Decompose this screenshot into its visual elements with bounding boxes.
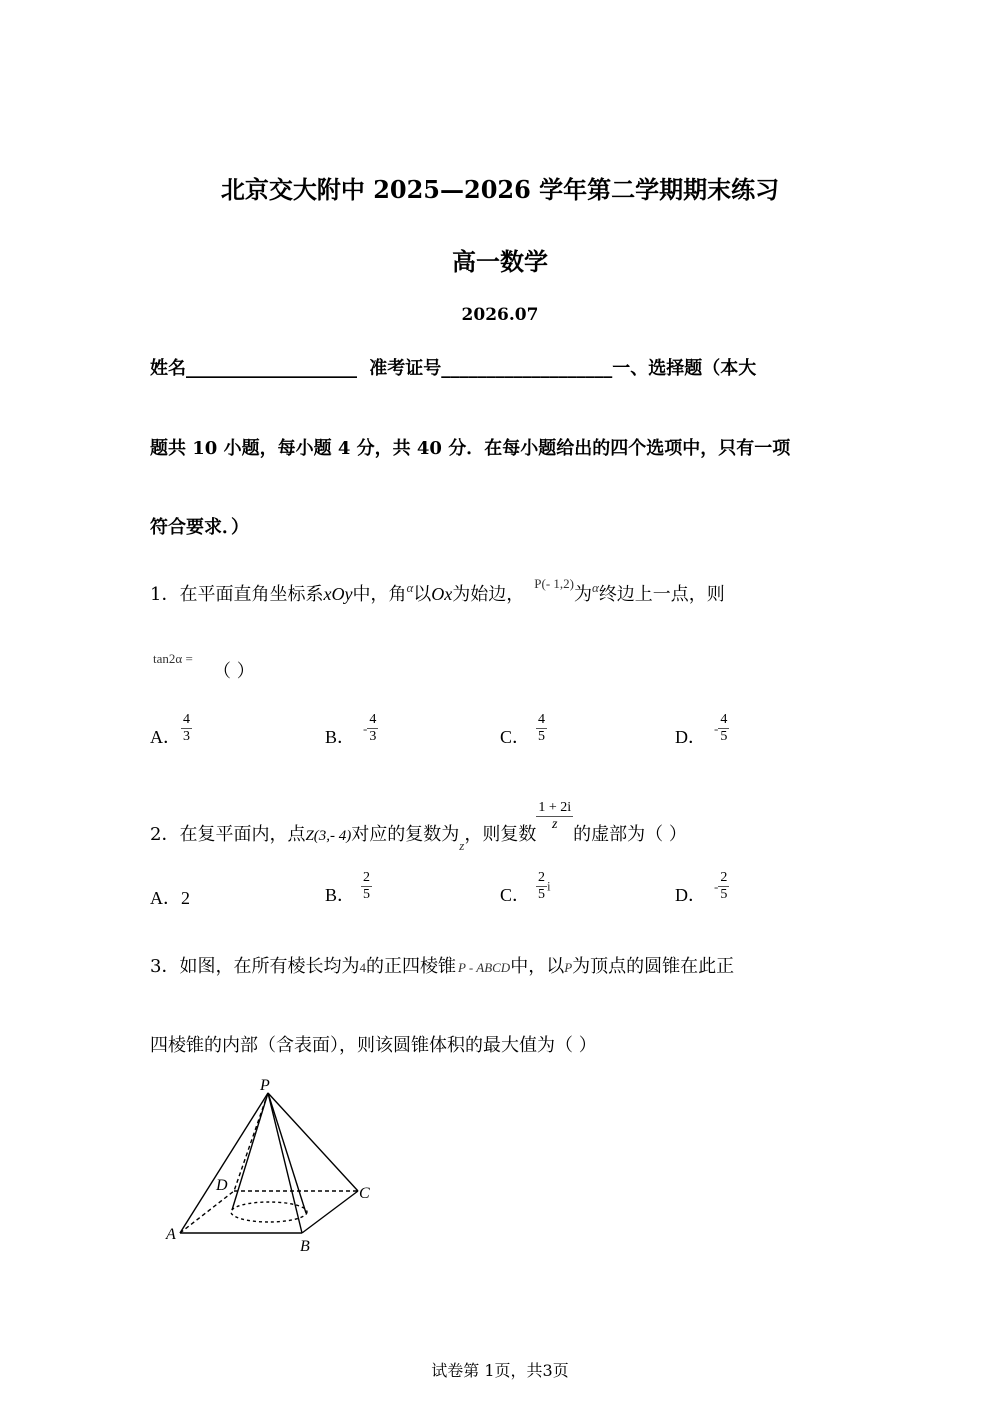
section1-line3: 符合要求．） bbox=[150, 517, 249, 538]
q2-option-d[interactable]: D． - $\frac{2}{5}$ bbox=[675, 870, 728, 905]
q2-text-2: 对应的复数为 bbox=[351, 823, 460, 845]
label-B: B bbox=[300, 1238, 310, 1255]
q1-text-6: 终边上一点，则 bbox=[598, 584, 725, 605]
q2-point: Z(3,- 4) bbox=[305, 827, 352, 844]
q3-P: P bbox=[564, 960, 573, 975]
exam-date: 2026.07 bbox=[461, 305, 539, 325]
q1-stem bbox=[150, 576, 725, 606]
q1-expression bbox=[153, 648, 193, 667]
q3-number: 3． bbox=[150, 956, 180, 977]
q2-number: 2． bbox=[150, 823, 180, 845]
q3-four: 4 bbox=[359, 960, 366, 975]
q1-option-a[interactable]: A． $\frac{4}{3}$ bbox=[150, 712, 190, 747]
q1-number: 1． bbox=[150, 584, 180, 605]
q2-option-c[interactable]: C． $\frac{2}{5}$ i bbox=[500, 870, 551, 905]
page-footer: 试卷第 1页，共3页 bbox=[431, 1361, 569, 1380]
q1-text-2: 中，角 bbox=[352, 584, 407, 605]
exam-title: 北京交大附中 2025—2026 学年第二学期期末练习 bbox=[220, 175, 780, 204]
q1-alpha-2: α bbox=[591, 580, 599, 595]
q1-option-d-frac: $\frac{4}{5}$ bbox=[720, 712, 728, 744]
q2-option-b[interactable]: B． $\frac{2}{5}$ bbox=[325, 870, 371, 905]
id-label: 准考证号 bbox=[369, 358, 442, 379]
q2-fraction: $\frac{1 + 2i}{z}$ bbox=[538, 800, 572, 832]
name-label: 姓名 bbox=[150, 358, 186, 379]
q1-text-1: 在平面直角坐标系 bbox=[179, 584, 324, 605]
q1-tan: tan2α = bbox=[153, 651, 193, 666]
exam-subject: 高一数学 bbox=[452, 247, 548, 276]
section1-line1: 一、选择题（本大 bbox=[612, 358, 757, 379]
q1-option-b[interactable]: B． - $\frac{4}{3}$ bbox=[325, 712, 377, 747]
q1-point: P(- 1,2) bbox=[534, 576, 574, 591]
q1-Ox: Ox bbox=[431, 584, 453, 604]
q3-text-4: 为顶点的圆锥在此正 bbox=[572, 956, 735, 977]
q3-text-2: 的正四棱锥 bbox=[365, 956, 456, 977]
section1-line2: 题共 10 小题，每小题 4 分，共 40 分．在每小题给出的四个选项中，只有一项 bbox=[150, 438, 791, 459]
id-blank: ___________________ bbox=[441, 358, 613, 379]
pyramid-cone-figure bbox=[160, 1075, 390, 1260]
q1-option-b-frac: $\frac{4}{3}$ bbox=[369, 712, 377, 744]
q3-text-1: 如图，在所有棱长均为 bbox=[179, 956, 360, 977]
name-blank: ___________________ bbox=[186, 358, 357, 379]
q1-option-d[interactable]: D． - $\frac{4}{5}$ bbox=[675, 712, 728, 747]
q2-option-a[interactable]: A．2 bbox=[150, 888, 190, 908]
q2-text-1: 在复平面内，点 bbox=[179, 823, 306, 845]
q2-stem bbox=[150, 800, 687, 853]
label-D: D bbox=[216, 1177, 228, 1194]
label-A: A bbox=[166, 1226, 176, 1243]
q3-line2: 四棱锥的内部（含表面），则该圆锥体积的最大值为（ ） bbox=[150, 1035, 597, 1056]
q3-stem bbox=[150, 952, 734, 978]
label-P: P bbox=[260, 1077, 270, 1094]
q3-text-3: 中，以 bbox=[510, 956, 565, 977]
q1-option-c-frac: $\frac{4}{5}$ bbox=[538, 712, 546, 744]
q2-z: z bbox=[459, 837, 465, 853]
info-line bbox=[150, 354, 756, 380]
q1-xOy: xOy bbox=[323, 584, 353, 604]
q1-text-5: 为 bbox=[573, 584, 592, 605]
q1-paren: （ ） bbox=[213, 661, 255, 682]
label-C: C bbox=[359, 1185, 370, 1202]
q1-text-4: 为始边， bbox=[452, 584, 525, 605]
q2-text-3: ，则复数 bbox=[464, 823, 537, 845]
q2-text-4: 的虚部为（ ） bbox=[573, 823, 687, 845]
q1-text-3: 以 bbox=[413, 584, 432, 605]
q1-alpha: α bbox=[406, 580, 414, 595]
q1-option-a-frac: $\frac{4}{3}$ bbox=[183, 712, 190, 744]
q3-pyramid: P - ABCD bbox=[457, 960, 511, 975]
q1-option-c[interactable]: C． $\frac{4}{5}$ bbox=[500, 712, 546, 747]
